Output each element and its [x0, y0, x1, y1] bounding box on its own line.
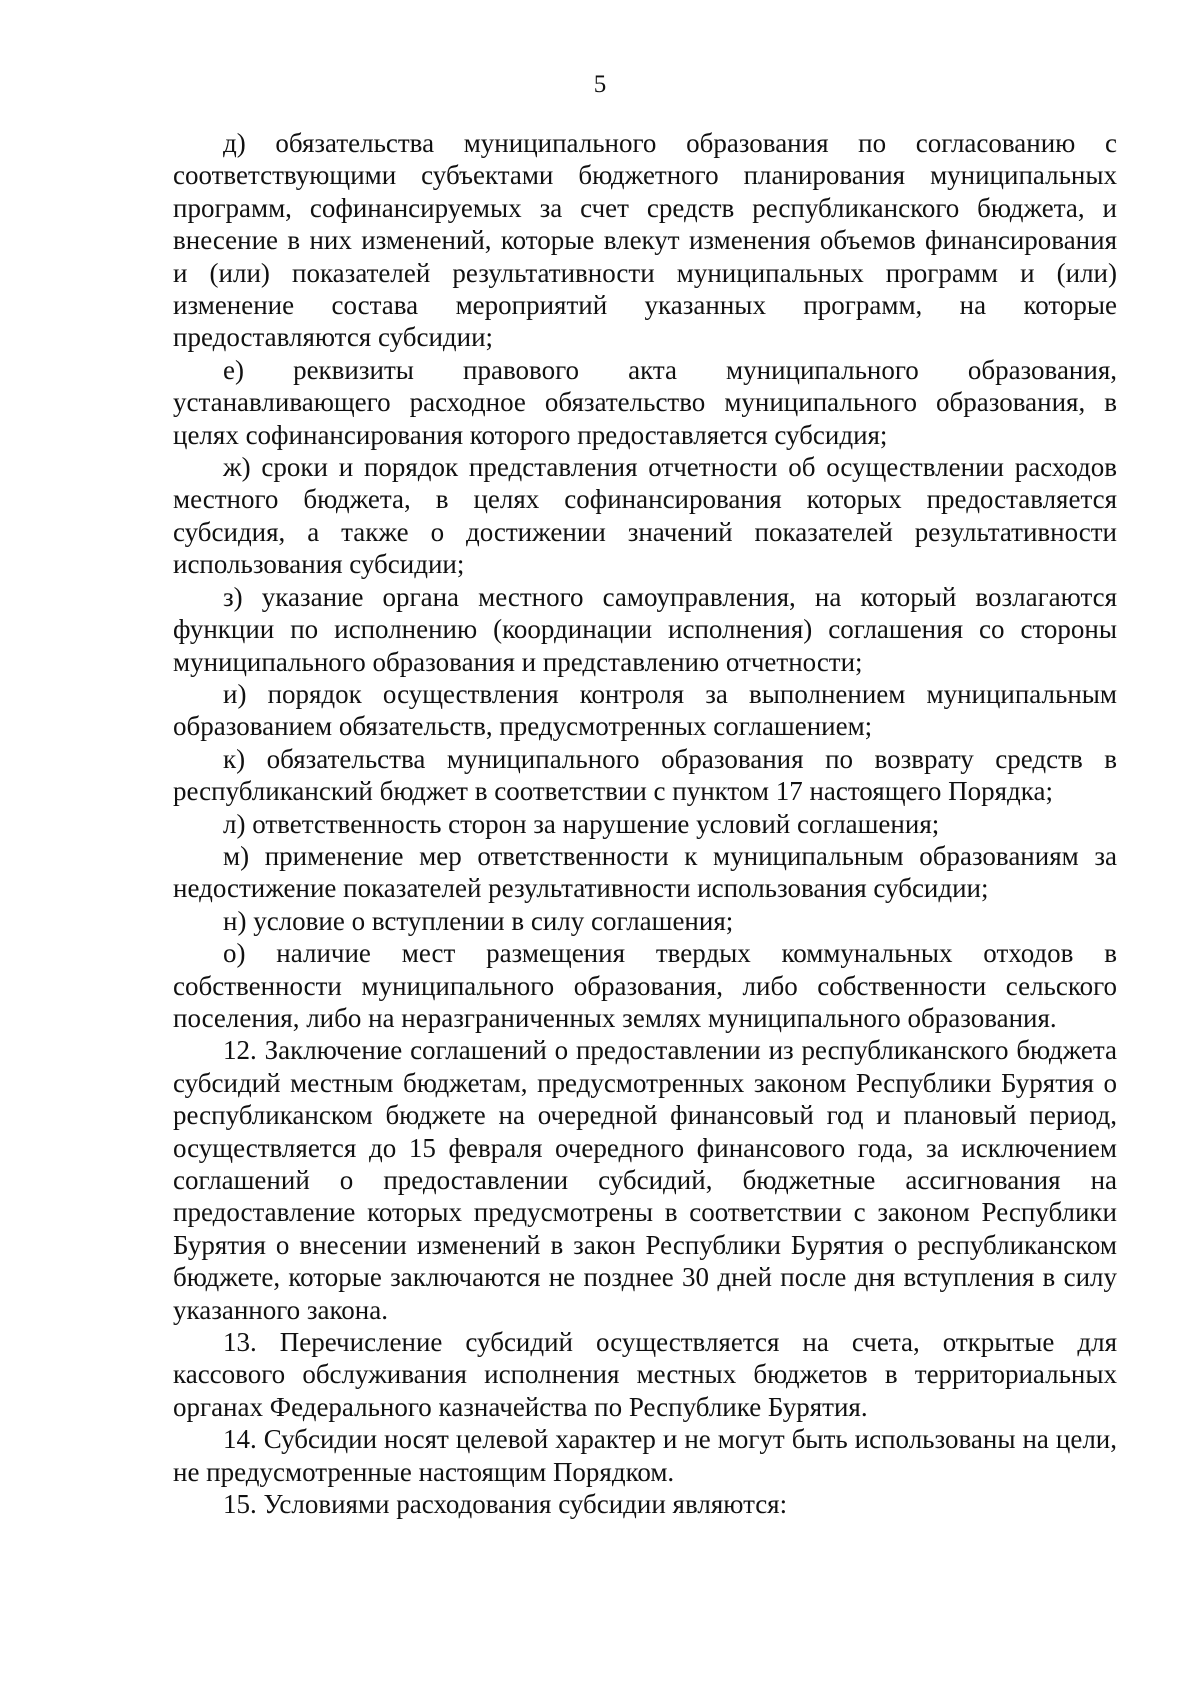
paragraph-e: е) реквизиты правового акта муниципального образования, устанавливающего расходное обязательство муниципального образования, в целях софинансирования которого предоставляется субсидия;: [173, 354, 1117, 450]
paragraph-13: 13. Перечисление субсидий осуществляется на счета, открытые для кассового обслуживания исполнения местных бюджетов в территориальных органах Федерального казначейства по Республике Бурятия.: [173, 1327, 1117, 1422]
paragraph-15: 15. Условиями расходования субсидии являются:: [223, 1489, 788, 1520]
page-number: 5: [593, 71, 607, 98]
paragraph-o: о) наличие мест размещения твердых коммунальных отходов в собственности муниципального образования, либо собственности сельского поселения, либо на неразграниченных землях муниципального образования.: [173, 938, 1117, 1033]
paragraph-n: н) условие о вступлении в силу соглашения;: [223, 905, 734, 936]
document-body: [173, 127, 1117, 1520]
paragraph-d: д) обязательства муниципального образования по согласованию с соответствующими субъектами бюджетного планирования муниципальных программ, софинансируемых за счет средств республиканского бюджета, и внесение в них изменений, которые влекут изменения объемов финансирования и (или) показателей результативности муниципальных программ и (или) изменение состава мероприятий указанных программ, на которые предоставляются субсидии;: [173, 128, 1117, 353]
paragraph-14: 14. Субсидии носят целевой характер и не могут быть использованы на цели, не предусмотренные настоящим Порядком.: [173, 1424, 1117, 1487]
paragraph-l: л) ответственность сторон за нарушение условий соглашения;: [223, 808, 940, 839]
paragraph-i: и) порядок осуществления контроля за выполнением муниципальным образованием обязательств, предусмотренных соглашением;: [173, 678, 1117, 742]
paragraph-12: 12. Заключение соглашений о предоставлении из республиканского бюджета субсидий местным бюджетам, предусмотренных законом Республики Бурятия о республиканском бюджете на очередной финансовый год и плановый период, осуществляется до 15 февраля очередного финансового года, за исключением соглашений о предоставлении субсидий, бюджетные ассигнования на предоставление которых предусмотрены в соответствии с законом Республики Бурятия о внесении изменений в закон Республики Бурятия о республиканском бюджете, которые заключаются не позднее 30 дней после дня вступления в силу указанного закона.: [173, 1035, 1117, 1325]
paragraph-k: к) обязательства муниципального образования по возврату средств в республиканский бюджет в соответствии с пунктом 17 настоящего Порядка;: [173, 743, 1117, 807]
paragraph-m: м) применение мер ответственности к муниципальным образованиям за недостижение показателей результативности использования субсидии;: [173, 840, 1117, 904]
paragraph-z: з) указание органа местного самоуправления, на который возлагаются функции по исполнению (координации исполнения) соглашения со стороны муниципального образования и представлению отчетности;: [173, 581, 1117, 677]
paragraph-zh: ж) сроки и порядок представления отчетности об осуществлении расходов местного бюджета, в целях софинансирования которых предоставляется субсидия, а также о достижении значений показателей результативности использования субсидии;: [173, 452, 1117, 580]
